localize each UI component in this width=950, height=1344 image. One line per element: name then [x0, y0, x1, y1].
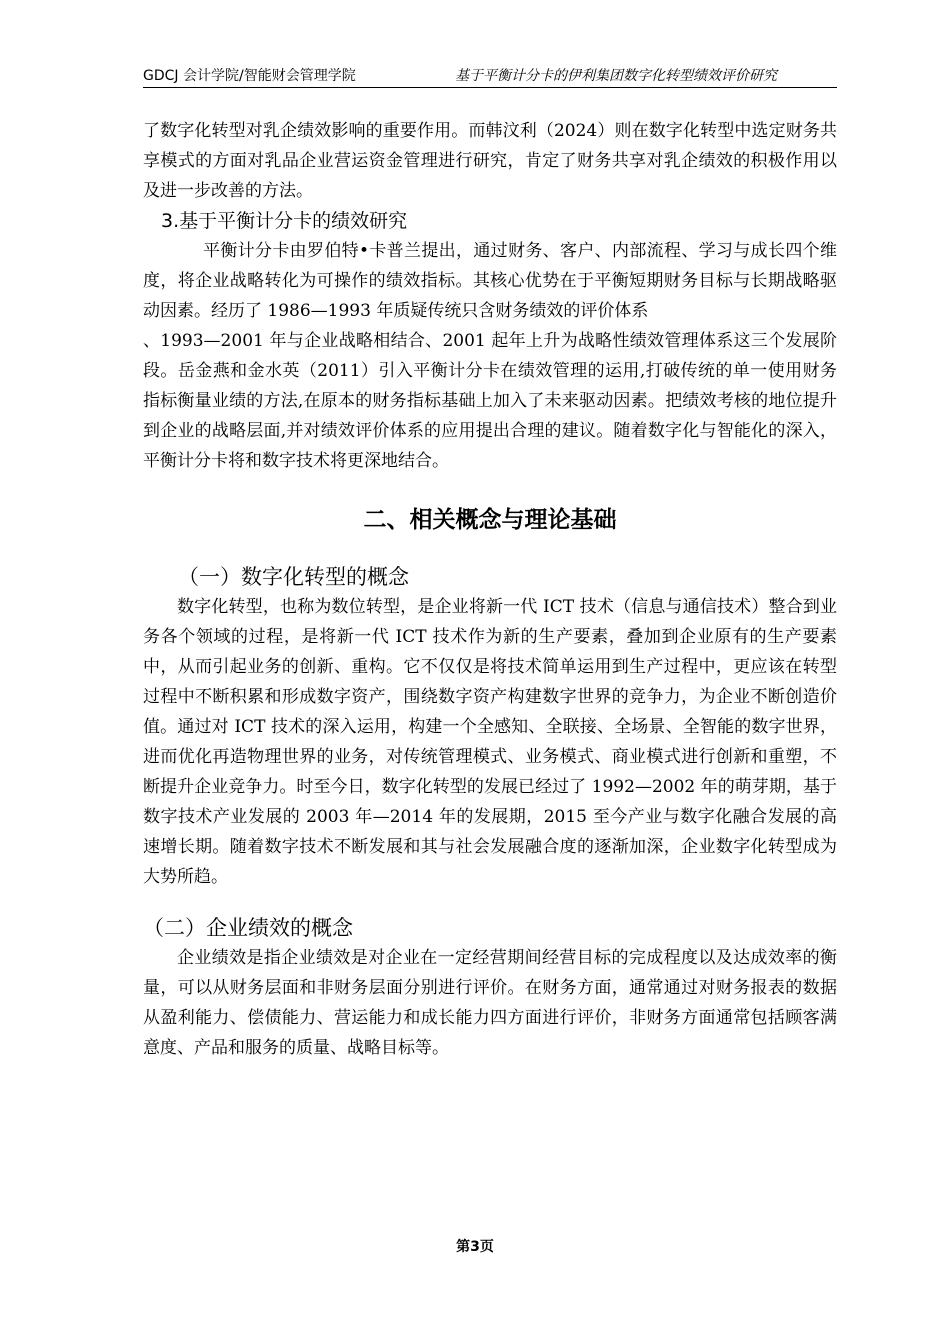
page-header — [143, 67, 837, 88]
paragraph-1: 了数字化转型对乳企绩效影响的重要作用。而韩汶利（2024）则在数字化转型中选定财务共享模式的方面对乳品企业营运资金管理进行研究，肯定了财务共享对乳企绩效的积极作用以及进一步改善的方法。 — [143, 121, 837, 201]
paragraph-3: 、1993—2001 年与企业战略相结合、2001 起年上升为战略性绩效管理体系这三个发展阶段。岳金燕和金水英（2011）引入平衡计分卡在绩效管理的运用,打破传统的单一使用财务指标衡量业绩的方法,在原本的财务指标基础上加入了未来驱动因素。把绩效考核的地位提升到企业的战略层面,并对绩效评价体系的应用提出合理的建议。随着数字化与智能化的深入，平衡计分卡将和数字技术将更深地结合。 — [143, 331, 837, 471]
subsection-2-title: （二）企业绩效的概念 — [143, 916, 353, 940]
paragraph-4: 数字化转型，也称为数位转型，是企业将新一代 ICT 技术（信息与通信技术）整合到业务各个领域的过程，是将新一代 ICT 技术作为新的生产要素，叠加到企业原有的生产要素中，从而引起业务的创新、重构。它不仅仅是将技术简单运用到生产过程中，更应该在转型过程中不断积累和形成数字资产，围绕数字资产构建数字世界的竞争力，为企业不断创造价值。通过对 ICT 技术的深入运用，构建一个全感知、全联接、全场景、全智能的数字世界，进而优化再造物理世界的业务，对传统管理模式、业务模式、商业模式进行创新和重塑，不断提升企业竞争力。时至今日，数字化转型的发展已经过了 1992—2002 年的萌芽期，基于数字技术产业发展的 2003 年—2014 年的发展期，2015 至今产业与数字化融合发展的高速增长期。随着数字技术不断发展和其与社会发展融合度的逐渐加深，企业数字化转型成为大势所趋。 — [143, 597, 837, 887]
header-paper-title: 基于平衡计分卡的伊利集团数字化转型绩效评价研究 — [455, 68, 777, 84]
subsection-title-3: 3.基于平衡计分卡的绩效研究 — [161, 210, 408, 232]
paragraph-5: 企业绩效是指企业绩效是对企业在一定经营期间经营目标的完成程度以及达成效率的衡量，可以从财务层面和非财务层面分别进行评价。在财务方面，通常通过对财务报表的数据从盈利能力、偿债能力、营运能力和成长能力四方面进行评价，非财务方面通常包括顾客满意度、产品和服务的质量、战略目标等。 — [143, 948, 837, 1058]
paragraph-2: 平衡计分卡由罗伯特•卡普兰提出，通过财务、客户、内部流程、学习与成长四个维度，将企业战略转化为可操作的绩效指标。其核心优势在于平衡短期财务目标与长期战略驱动因素。经历了 1986—1993 年质疑传统只含财务绩效的评价体系 — [143, 241, 837, 321]
subsection-1-title: （一）数字化转型的概念 — [178, 565, 409, 589]
page-number: 第3页 — [456, 1239, 494, 1255]
page-body — [143, 116, 837, 1063]
header-institution: GDCJ 会计学院/智能财会管理学院 — [143, 68, 356, 84]
section-2-title: 二、相关概念与理论基础 — [363, 507, 617, 533]
